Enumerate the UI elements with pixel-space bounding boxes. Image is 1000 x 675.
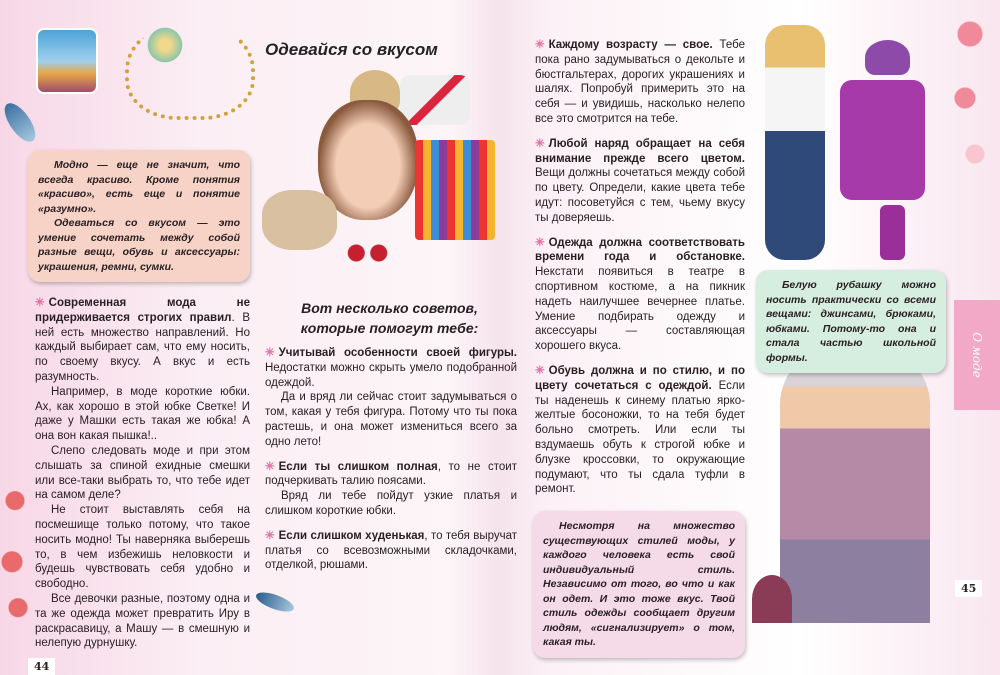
right-column (533, 38, 745, 658)
roses-decoration (0, 470, 30, 623)
necklace-jewelry-image (125, 20, 255, 120)
middle-column (262, 298, 517, 573)
striped-bag-image (415, 140, 495, 240)
feather-image-bottom (254, 589, 296, 616)
gloves-image (400, 75, 470, 125)
earrings-image (345, 225, 390, 265)
girl-pink-cap-photo (780, 345, 930, 623)
tips-subtitle: Вот несколько советов, которые помогут тебе: (300, 300, 479, 336)
left-lead: ✳ Современная мода не придерживается строгих правил. В ней есть множество направлений. Но каждый выбирает сам, что ему носить, по своему вкусу. А вкус и есть разумность. (35, 297, 251, 383)
scarf-image (752, 575, 792, 623)
star-bullet-icon: ✳ (265, 529, 275, 542)
left-column (28, 150, 250, 675)
flower-brooch-image (145, 25, 185, 65)
feather-image (0, 98, 41, 146)
girl-sunflowers-photo (36, 28, 98, 94)
peach-callout: Модно — еще не значит, что всегда красиво. Кроме понятия «красиво», есть еще и понятие «разумно». Одеваться со вкусом — это умение сочетать между собой разные вещи, обувь и аксессуары: украшения, ремни, сумки. (28, 150, 250, 282)
right-tips: ✳ Каждому возрасту — свое. Тебе пока рано задумываться о декольте и бюстгальтерах, дорогих украшениях и шалях. Попробуй примерить это на себя — и увидишь, насколько нелепо все это смотрится на тебе. ✳ Любой наряд обращает на себя внимание прежде всего цветом. Вещи должны сочетаться между собой по цвету. Определи, какие цвета тебе идут: посоветуйся с тем, чьему вкусу ты доверяешь. ✳ Одежда должна соответствовать времени года и обстановке. Некстати появиться в театре в спортивном костюме, а на пикник надеть наилучшее вечернее платье. Умение подбирать одежду и аксессуары — составляющая хорошего вкуса. ✳ Обувь должна и по стилю, и по цвету сочетаться с одеждой. Если ты наденешь к синему платью ярко-желтые босоножки, то на тебя будет больно смотреть. Или если ты вздумаешь обуть к строгой юбке и блузке кроссовки, то окружающие подумают, что ты сдала туфли в ремонт. (535, 39, 746, 496)
page-number-left: 44 (28, 658, 55, 675)
section-tab-label: О моде (969, 332, 984, 378)
girl-white-shirt-photo (765, 25, 825, 260)
star-bullet-icon: ✳ (535, 236, 545, 249)
section-tab (954, 300, 1000, 410)
star-bullet-icon: ✳ (535, 364, 545, 377)
star-bullet-icon: ✳ (265, 347, 275, 359)
left-article: ✳ Современная мода не придерживается строгих правил. В ней есть множество направлений. Но каждый выбирает сам, что ему носить, по своему вкусу. А вкус и есть разумность. Например, в моде короткие юбки. Ах, как хорошо в этой юбке Светке! И даже у Машки есть такая же юбка! А она вон какая пышка!.. Слепо следовать моде и при этом слышать за спиной ехидные смешки или все-таки выбрать то, что тебе идет на самом деле? Не стоит выставлять себя на посмешище только потому, что такое носить модно! Ты наверняка выберешь то, в чем избежишь неловкости и будешь чувствовать себя удобно и свободно. Все девочки разные, поэтому одна и та же одежда может превратить Иру в раскрасавицу, а Машу — в смешную и нелепую дурнушку. (35, 297, 251, 650)
star-bullet-icon: ✳ (265, 460, 275, 473)
green-callout: Белую рубашку можно носить практически со всеми вещами: джинсами, брюками, юбками. Потому-то она и стала частью школьной формы. (756, 270, 946, 373)
star-bullet-icon: ✳ (35, 297, 45, 309)
page-number-right: 45 (955, 580, 982, 597)
shoes-image (262, 190, 337, 250)
roses-decoration-right (945, 10, 995, 170)
middle-tips: ✳ Учитывай особенности своей фигуры. Недостатки можно скрыть умело подобранной одеждой. Да и вряд ли сейчас стоит задумываться о том, какая у тебя фигура. Потому что ты пока растешь, и она может измениться всего за одно лето! ✳ Если ты слишком полная, то не стоит подчеркивать талию поясами. Вряд ли тебе пойдут узкие платья и слишком короткие юбки. ✳ Если слишком худенькая, то тебя выручат платья со всевозможными складочками, отделкой, рюшами. (265, 347, 517, 572)
purple-hat-image (865, 40, 910, 75)
article-title: Одевайся со вкусом (265, 40, 438, 59)
star-bullet-icon: ✳ (535, 39, 545, 51)
purple-jacket-image (840, 80, 925, 200)
purple-boot-image (880, 205, 905, 260)
star-bullet-icon: ✳ (535, 137, 545, 150)
pink-callout: Несмотря на множество существующих стилей моды, у каждого человека есть свой индивидуальный стиль. Независимо от того, во что и как он одет. И это тоже вкус. Твой стиль одежды сообщает другим людям, «сигнализирует» о том, какая ты. (533, 511, 745, 658)
